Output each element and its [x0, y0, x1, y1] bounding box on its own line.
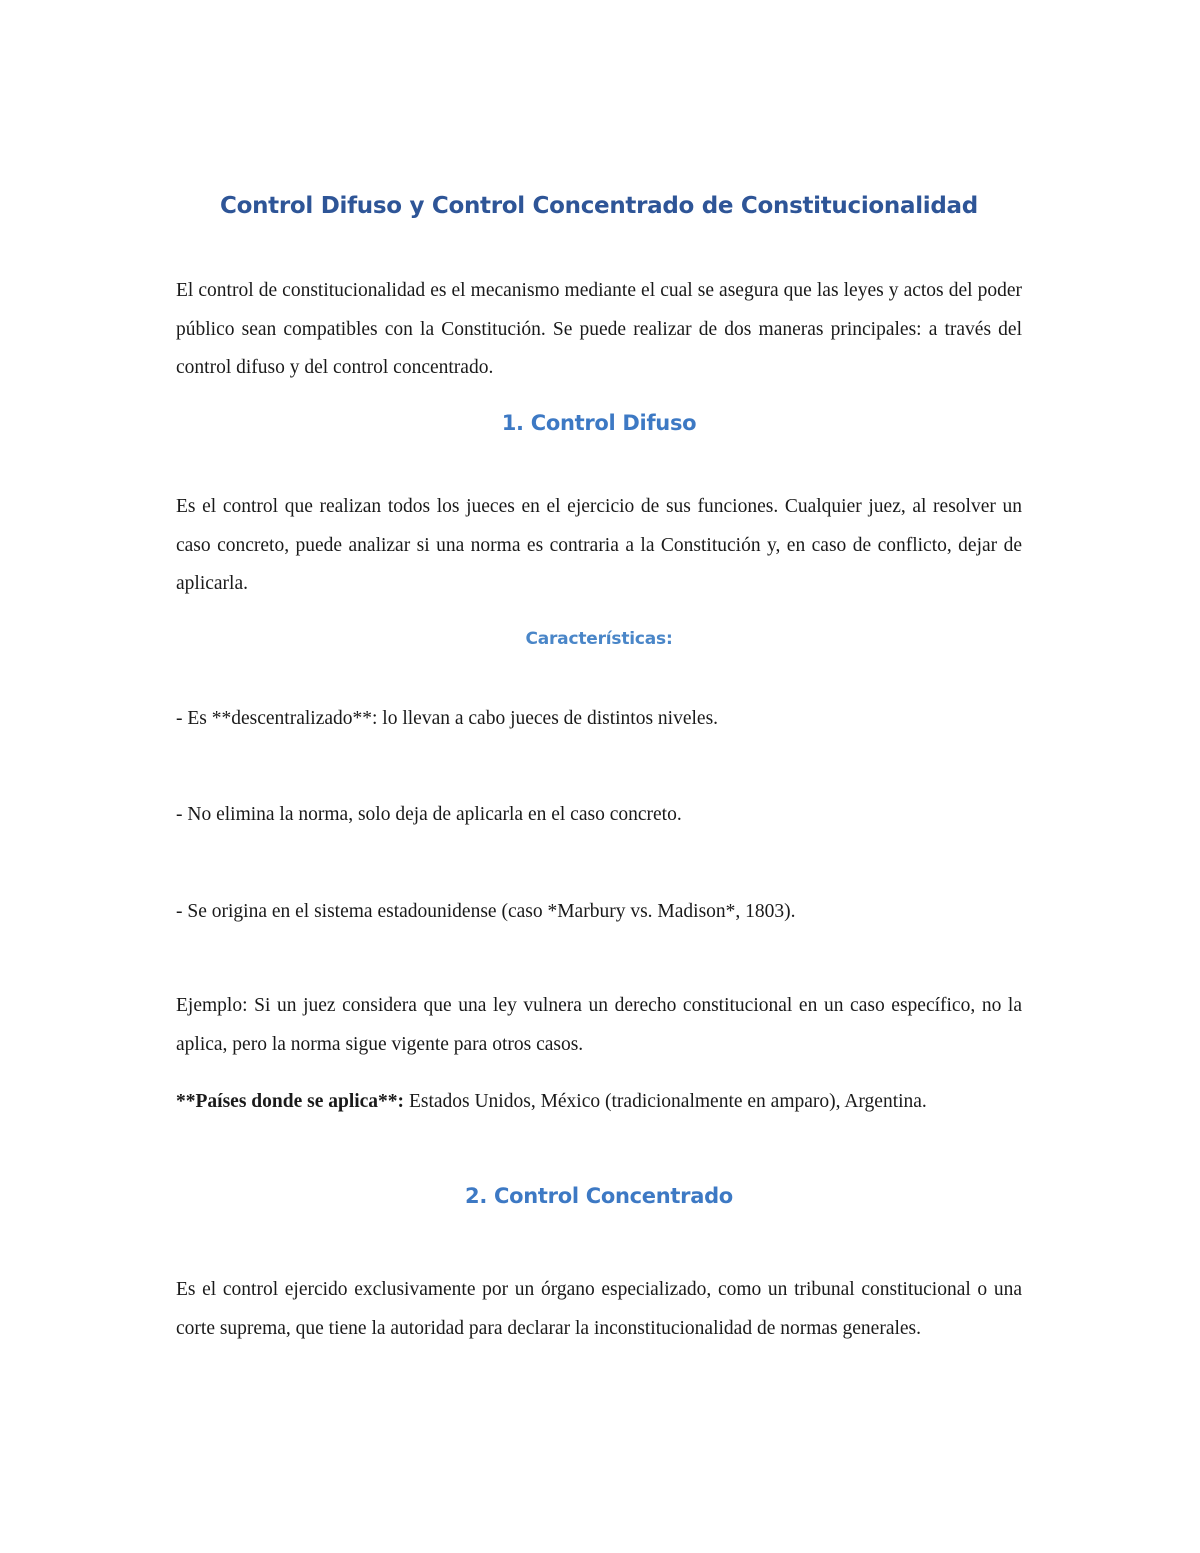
section1-heading-block: [176, 411, 1022, 435]
countries-label: **Países donde se aplica**:: [176, 1091, 405, 1112]
section1-paragraph-block: [176, 488, 1022, 604]
bullet-item: - Se origina en el sistema estadounidense (caso *Marbury vs. Madison*, 1803).: [176, 901, 796, 922]
section2-heading-block: [176, 1184, 1022, 1208]
characteristics-heading-block: [176, 629, 1022, 649]
bullet-3-block: [176, 893, 1022, 932]
characteristics-heading: Características:: [525, 629, 673, 649]
example-paragraph: Ejemplo: Si un juez considera que una ley vulnera un derecho constitucional en un caso específico, no la aplica, pero la norma sigue vigente para otros casos.: [176, 995, 1022, 1055]
title-block: [176, 193, 1022, 219]
countries-paragraph: [176, 1083, 1022, 1122]
countries-text: Estados Unidos, México (tradicionalmente en amparo), Argentina.: [404, 1091, 927, 1112]
bullet-2-block: [176, 796, 1022, 835]
intro-paragraph: El control de constitucionalidad es el mecanismo mediante el cual se asegura que las leyes y actos del poder público sean compatibles con la Constitución. Se puede realizar de dos maneras principales: a través del control difuso y del control concentrado.: [176, 280, 1022, 378]
document-title: Control Difuso y Control Concentrado de Constitucionalidad: [220, 193, 978, 219]
bullet-1-block: [176, 700, 1022, 739]
intro-block: [176, 272, 1022, 388]
section2-heading: 2. Control Concentrado: [465, 1184, 733, 1208]
bullet-item: - Es **descentralizado**: lo llevan a cabo jueces de distintos niveles.: [176, 708, 719, 729]
countries-block: [176, 1083, 1022, 1122]
section2-paragraph: Es el control ejercido exclusivamente por un órgano especializado, como un tribunal constitucional o una corte suprema, que tiene la autoridad para declarar la inconstitucionalidad de normas generales.: [176, 1279, 1022, 1339]
example-block: [176, 987, 1022, 1064]
section1-paragraph: Es el control que realizan todos los jueces en el ejercicio de sus funciones. Cualquier juez, al resolver un caso concreto, puede analizar si una norma es contraria a la Constitución y, en caso de conflicto, dejar de aplicarla.: [176, 496, 1022, 594]
section2-paragraph-block: [176, 1271, 1022, 1348]
bullet-item: - No elimina la norma, solo deja de aplicarla en el caso concreto.: [176, 804, 682, 825]
section1-heading: 1. Control Difuso: [501, 411, 697, 435]
